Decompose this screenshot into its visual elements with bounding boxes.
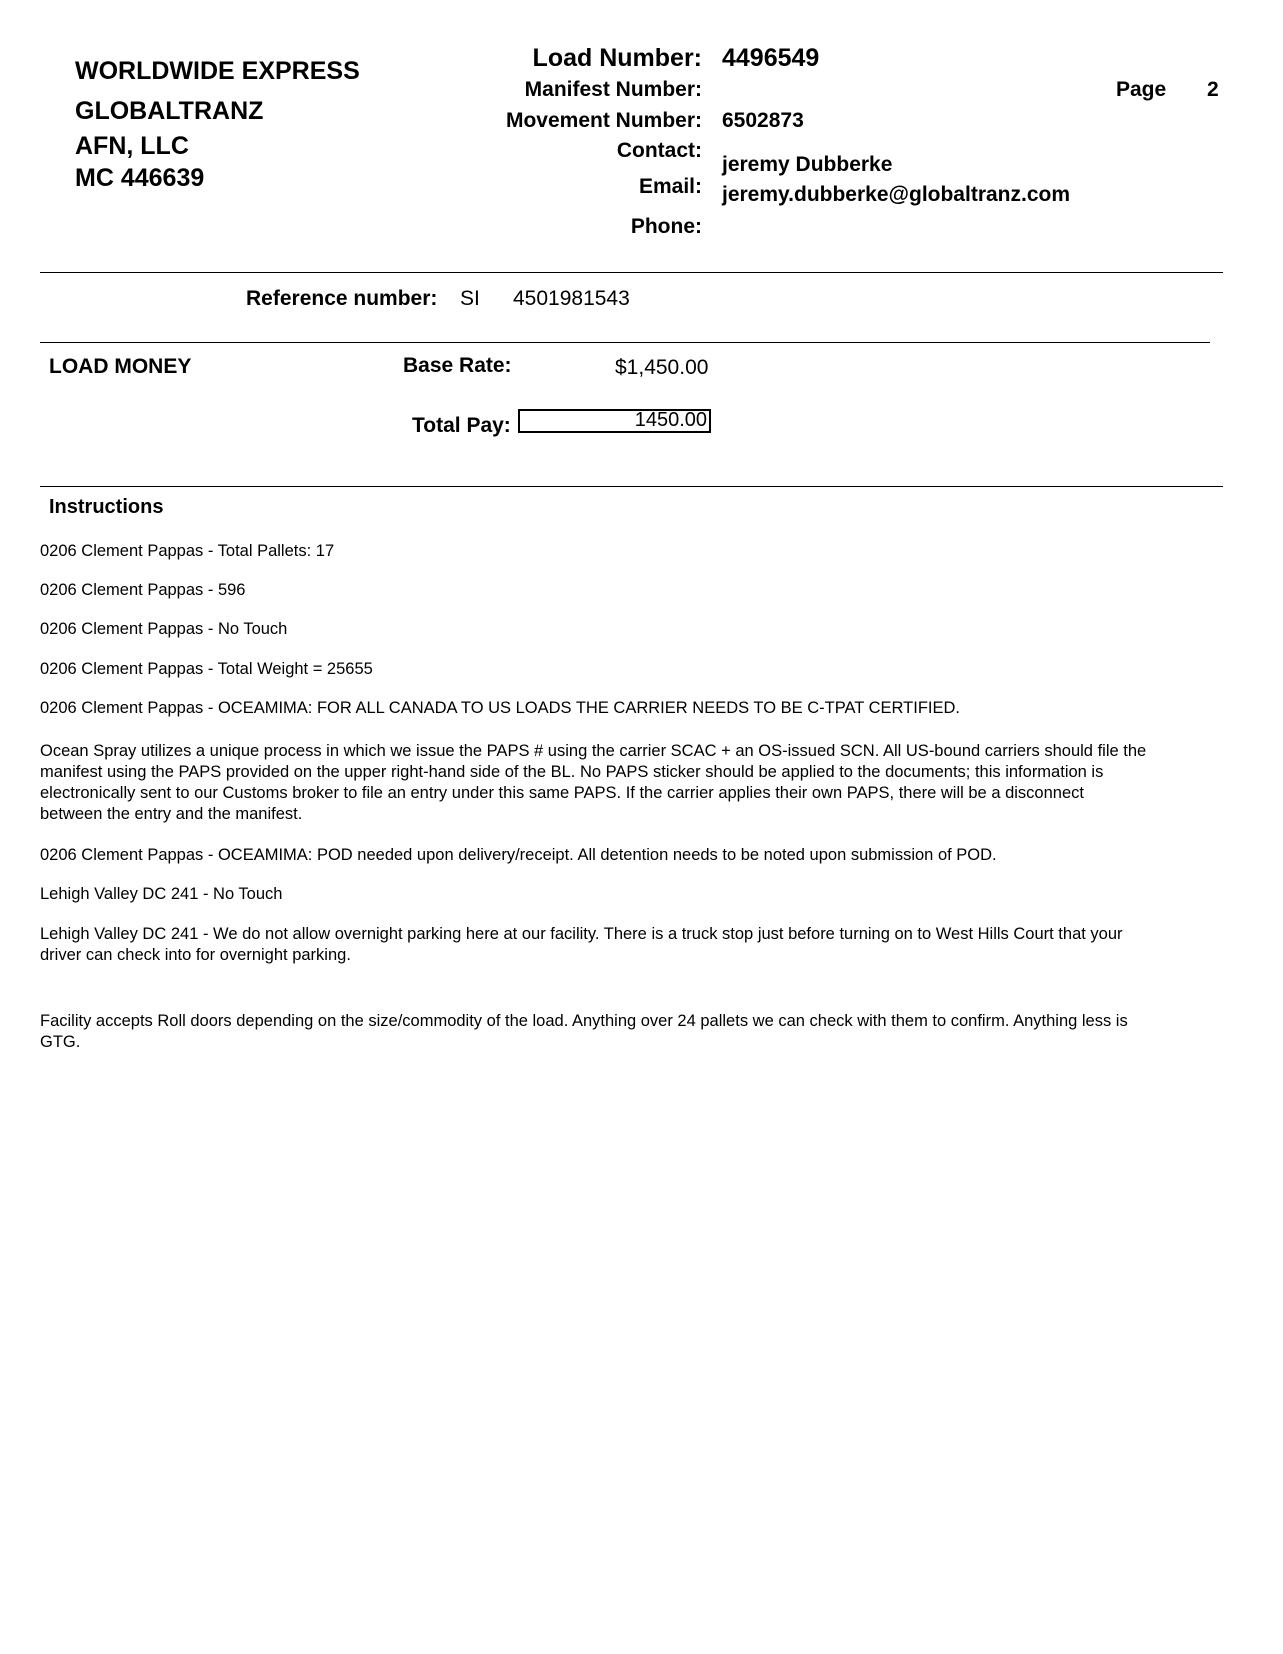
instruction-item: Lehigh Valley DC 241 - We do not allow overnight parking here at our facility. There is a truck stop just before turning on to West Hills Court that your driver can check into for overnight parking. [40,925,1123,964]
money-divider [40,486,1223,487]
instruction-item: Lehigh Valley DC 241 - No Touch [40,885,283,903]
instruction-item: 0206 Clement Pappas - OCEAMIMA: POD needed upon delivery/receipt. All detention needs to be noted upon submission of POD. [40,846,997,864]
load-money-title: LOAD MONEY [49,355,192,378]
instruction-item: 0206 Clement Pappas - Total Weight = 25655 [40,660,373,678]
movement-number-value: 6502873 [722,109,804,132]
email-label: Email: [638,175,702,198]
contact-label: Contact: [616,139,702,162]
page-label: Page [1116,78,1167,101]
email-value: jeremy.dubberke@globaltranz.com [722,183,1071,206]
company-name-line3: AFN, LLC [75,132,189,160]
manifest-number-label: Manifest Number: [524,78,702,101]
total-pay-box [518,409,711,433]
company-name-line1: WORLDWIDE EXPRESS [75,57,360,85]
movement-number-label: Movement Number: [505,109,702,132]
instruction-item: 0206 Clement Pappas - No Touch [40,620,288,638]
reference-divider [40,342,1210,343]
instruction-item: 0206 Clement Pappas - 596 [40,581,246,599]
reference-number-label: Reference number: [246,287,438,310]
total-pay-label: Total Pay: [412,414,511,437]
company-name-line2: GLOBALTRANZ [75,97,264,125]
reference-type: SI [460,287,480,310]
page-number: 2 [1207,78,1219,101]
instruction-item: Ocean Spray utilizes a unique process in which we issue the PAPS # using the carrier SCAC + an OS-issued SCN. All US-bound carriers should file the manifest using the PAPS provided on the upper right-hand side of the BL. No PAPS sticker should be applied to the documents; this information is electronically sent to our Customs broker to file an entry under this same PAPS. If the carrier applies their own PAPS, there will be a disconnect between the entry and the manifest. [40,742,1147,823]
instruction-item: 0206 Clement Pappas - OCEAMIMA: FOR ALL CANADA TO US LOADS THE CARRIER NEEDS TO BE C-TPAT CERTIFIED. [40,699,960,717]
instruction-item: 0206 Clement Pappas - Total Pallets: 17 [40,542,335,560]
header-divider [40,272,1223,273]
instructions-title: Instructions [49,496,164,518]
base-rate-label: Base Rate: [403,354,512,377]
phone-label: Phone: [630,215,702,238]
company-mc-number: MC 446639 [75,164,205,192]
base-rate-value: $1,450.00 [615,356,709,379]
contact-value: jeremy Dubberke [722,153,893,176]
reference-number-value: 4501981543 [513,287,630,310]
total-pay-value: 1450.00 [634,409,707,431]
instruction-item: Facility accepts Roll doors depending on the size/commodity of the load. Anything over 24 pallets we can check with them to confirm. Anything less is GTG. [40,1012,1128,1051]
load-number-value: 4496549 [722,44,820,72]
load-number-label: Load Number: [532,44,702,72]
